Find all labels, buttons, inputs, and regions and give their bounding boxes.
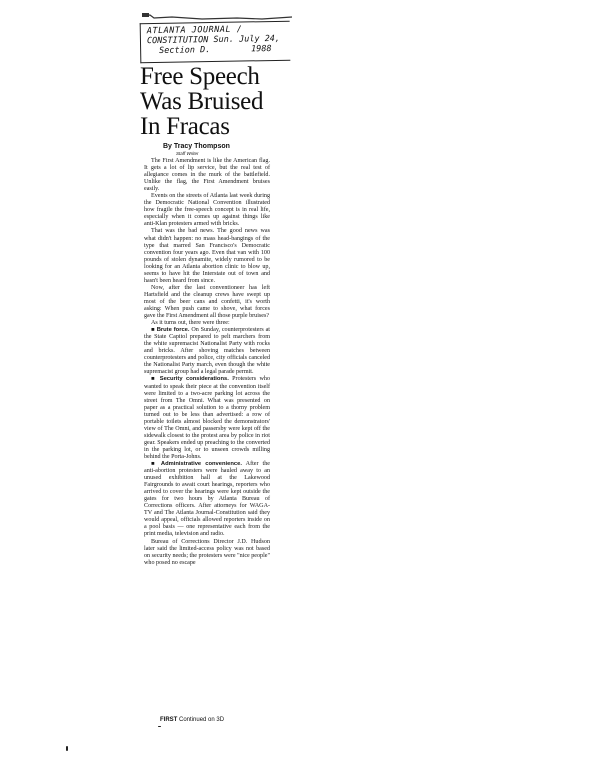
stray-mark [66,746,68,751]
note-line-section: Section D. [159,45,211,56]
note-line-date: CONSTITUTION Sun. July 24, [146,33,281,47]
byline: By Tracy Thompson [163,143,230,150]
top-scratch-mark [142,13,292,21]
continuation-line [160,717,224,724]
paragraph-text: After the anti-abortion protesters were hauled away to an unused exhibition hall at the Lakewood Fairgrounds to await court hearings, reporters who arrived to cover the hearings were kept outside the gates for two hours by Atlanta Bureau of Corrections officers. After attorneys for WAGA-TV and The Atlanta Journal-Constitution said they would appeal, officials allowed reporters inside on a pool basis — one representative each from the print media, television and radio. [144,461,270,538]
headline-line-3: In Fracas [140,113,230,140]
paragraph-text: As it turns out, there were three: [151,320,230,327]
article-paragraph [144,327,270,376]
continuation-word: FIRST [160,717,178,723]
article-paragraph [144,461,270,539]
paragraph-text: Protesters who wanted to speak their piece at the convention itself were limited to a two-acre parking lot across the street from The Omni. What was presented on paper as a practical solution to a thorny problem turned out to be less than advertised: a row of portable toilets almost blocked the demonstrators' view of The Omni, and passersby were kept off the sidewalk closest to the protest area by police in riot gear. Speakers ended up preaching to the converted in the parking lot, or to unseen crowds milling behind the Porta-Johns. [144,376,270,460]
stray-mark [158,726,161,727]
handwritten-clipping-note [140,21,291,64]
byline-role: Staff Writer [176,151,199,156]
continuation-text: Continued on 3D [177,717,225,723]
headline [140,64,310,139]
subhead: ■ Brute force. [151,327,190,334]
headline-line-1: Free Speech [140,63,260,90]
subhead: ■ Administrative convenience. [151,461,242,468]
paragraph-text: Bureau of Corrections Director J.D. Hudson later said the limited-access policy was not based on security needs; the protesters were "nice people" who posed no escape [144,538,270,566]
paragraph-text: That was the bad news. The good news was what didn't happen: no mass head-bangings of the type that marred San Francisco's Democratic convention four years ago. Even that van with 100 pounds of stolen dynamite, widely rumored to be looking for an Atlanta abortion clinic to blow up, seems to have hit the Interstate out of town and hasn't been heard from since. [144,228,270,284]
article-paragraph [144,228,270,284]
article-paragraph [144,320,270,327]
note-year: 1988 [251,44,272,55]
article-paragraph [144,193,270,228]
paragraph-text: The First Amendment is like the American flag. It gets a lot of lip service, but the real test of allegiance comes in the murk of the battlefield. Unlike the flag, the First Amendment bruises easily. [144,158,270,193]
article-paragraph [144,539,270,567]
article-body [144,158,270,567]
paragraph-text: Events on the streets of Atlanta last week during the Democratic National Convention illustrated how fragile the free-speech concept is in real life, especially when it comes up against things like anti-Klan protesters armed with bricks. [144,193,270,228]
note-line-publication: ATLANTA JOURNAL / [146,24,243,37]
headline-line-2: Was Bruised [140,88,264,115]
paragraph-text: Now, after the last conventioneer has left Hartsfield and the cleanup crews have swept up most of the beer cans and confetti, it's worth asking: When push came to shove, what forces gave the First Amendment all those purple bruises? [144,284,270,320]
paragraph-text: On Sunday, counterprotesters at the State Capitol prepared to pelt marchers from the white supremacist Nationalist Party with rocks and bricks. After shoving matches between counterprotesters and police, city officials canceled the Nationalist Party march, even though the white supremacist group had a legal parade permit. [144,327,271,376]
article-paragraph [144,158,270,193]
subhead: ■ Security considerations. [151,376,229,383]
article-paragraph [144,376,270,461]
article-paragraph [144,285,270,320]
